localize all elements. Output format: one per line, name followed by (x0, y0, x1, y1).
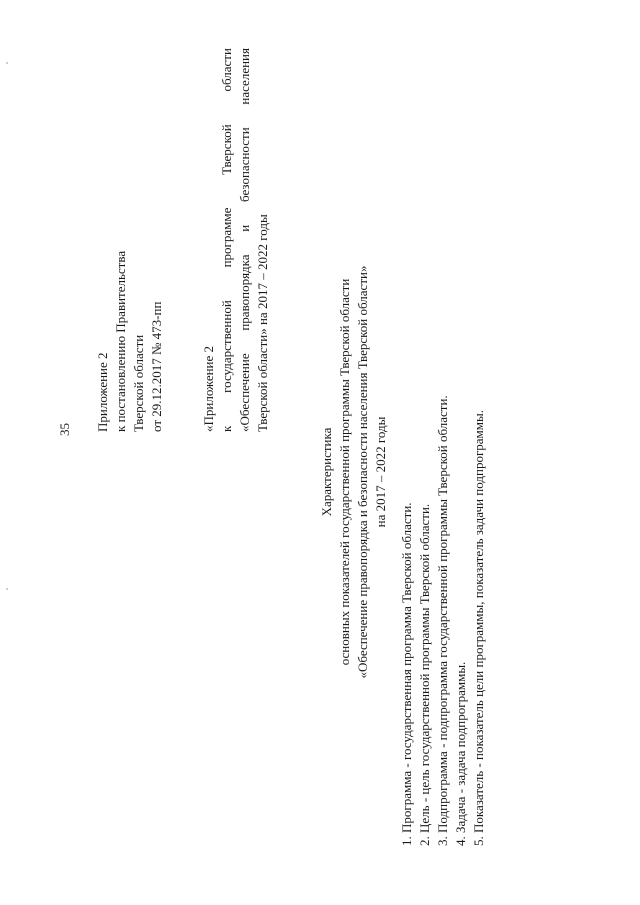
definition-item: 1. Программа - государственная программа Тверской области. (399, 502, 414, 846)
appendix-resolution-line-2: к постановлению Правительства (113, 250, 128, 432)
appendix-program-word: Тверской (219, 124, 234, 175)
heading-line-3: «Обеспечение правопорядка и безопасности населения Тверской области» (355, 265, 370, 679)
appendix-program-block (200, 48, 272, 432)
definitions-list (398, 286, 488, 846)
page-number: 35 (57, 423, 72, 436)
scan-mark-middle (6, 588, 8, 590)
appendix-program-line-1: «Приложение 2 (201, 345, 216, 432)
page-number-block (56, 423, 74, 436)
definition-item: 3. Подпрограмма - подпрограмма государственной программы Тверской области. (435, 395, 450, 846)
appendix-program-word: безопасности (237, 127, 252, 202)
definition-item: 4. Задача - задача подпрограммы. (453, 661, 468, 846)
appendix-program-word: и (237, 224, 252, 232)
document-heading (318, 222, 390, 722)
definition-item: 2. Цель - цель государственной программы Тверской области. (417, 503, 432, 846)
appendix-resolution-block (94, 212, 166, 432)
appendix-resolution-line-4: от 29.12.2017 № 473-пп (149, 301, 164, 432)
appendix-program-line-2 (218, 48, 236, 432)
appendix-program-word: правопорядка (237, 254, 252, 331)
appendix-program-word: государственной (219, 300, 234, 393)
appendix-resolution-line-1: Приложение 2 (95, 352, 110, 432)
heading-line-2: основных показателей государственной программы Тверской области (337, 278, 352, 666)
heading-line-1: Характеристика (319, 427, 334, 517)
appendix-program-word: населения (237, 48, 252, 105)
appendix-program-word: «Обеспечение (237, 353, 252, 432)
definition-item: 5. Показатель - показатель цели программы, показатель задачи подпрограммы. (471, 410, 486, 846)
appendix-program-word: программе (219, 207, 234, 268)
appendix-program-line-4: Тверской области» на 2017 – 2022 годы (255, 214, 270, 432)
appendix-resolution-line-3: Тверской области (131, 334, 146, 432)
scan-mark-top (6, 62, 8, 64)
heading-line-4: на 2017 – 2022 годы (373, 416, 388, 528)
appendix-program-line-3 (236, 48, 254, 432)
appendix-program-word: к (219, 425, 234, 432)
appendix-program-word: области (219, 48, 234, 92)
